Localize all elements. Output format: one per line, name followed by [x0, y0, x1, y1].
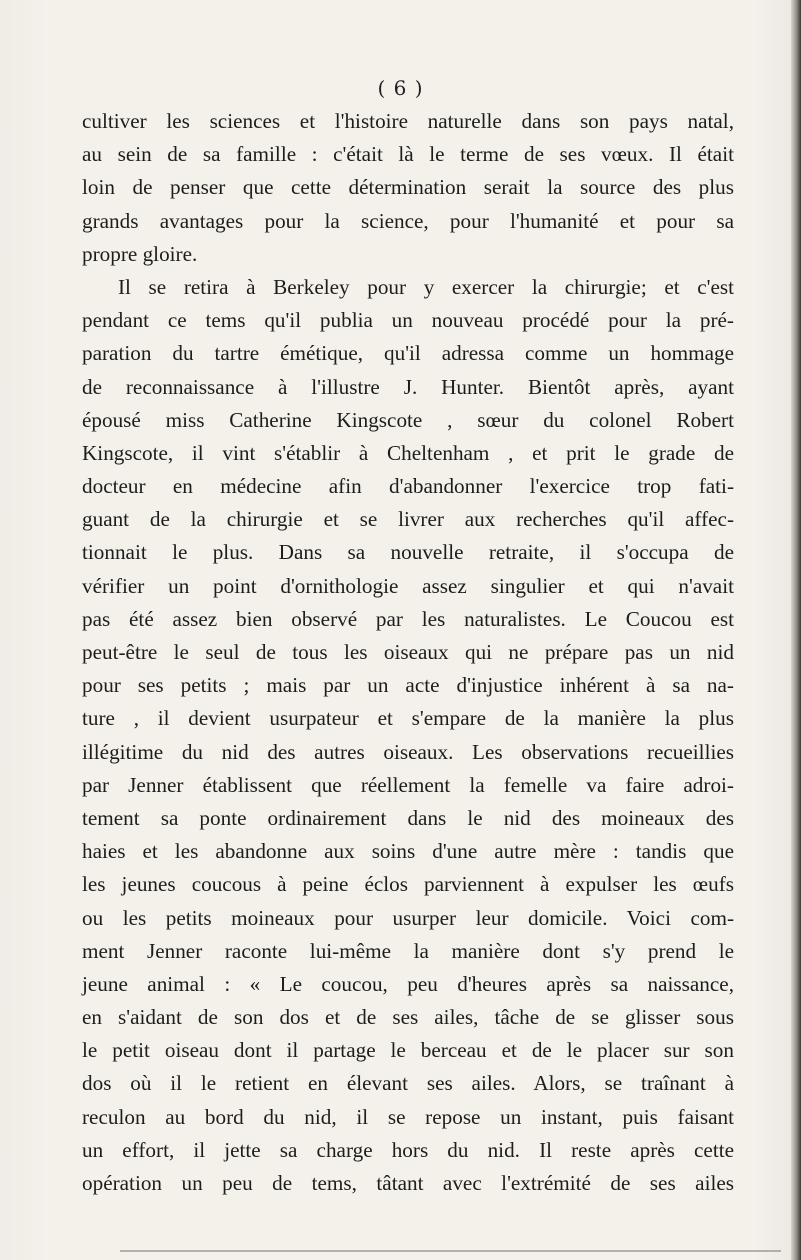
text-line: docteur en médecine afin d'abandonner l'exercice trop fati-: [82, 474, 734, 499]
text-line: Il se retira à Berkeley pour y exercer la chirurgie; et c'est: [118, 274, 734, 299]
text-line: loin de penser que cette détermination serait la source des plus: [82, 175, 734, 200]
text-line: le petit oiseau dont il partage le berceau et de le placer sur son: [82, 1038, 734, 1063]
text-line: épousé miss Catherine Kingscote , sœur du colonel Robert: [82, 407, 734, 432]
text-line: de reconnaissance à l'illustre J. Hunter. Bientôt après, ayant: [82, 374, 734, 399]
page-bottom-edge: [120, 1250, 781, 1252]
text-line: au sein de sa famille : c'était là le terme de ses vœux. Il était: [82, 142, 734, 167]
text-line: vérifier un point d'ornithologie assez singulier et qui n'avait: [82, 573, 734, 598]
text-line: peut-être le seul de tous les oiseaux qui ne prépare pas un nid: [82, 640, 734, 664]
text-line: pour ses petits ; mais par un acte d'injustice inhérent à sa na-: [82, 673, 734, 698]
text-line: opération un peu de tems, tâtant avec l'extrémité de ses ailes: [82, 1171, 734, 1195]
text-line: paration du tartre émétique, qu'il adressa comme un hommage: [82, 341, 734, 366]
text-line: grands avantages pour la science, pour l'humanité et pour sa: [82, 208, 734, 233]
text-line: ou les petits moineaux pour usurper leur domicile. Voici com-: [82, 905, 734, 930]
text-line: par Jenner établissent que réellement la femelle va faire adroi-: [82, 772, 734, 797]
text-line: tionnait le plus. Dans sa nouvelle retraite, il s'occupa de: [82, 540, 734, 565]
text-line: ment Jenner raconte lui-même la manière dont s'y prend le: [82, 938, 734, 963]
page-edge-shadow: [791, 0, 801, 1260]
text-line: haies et les abandonne aux soins d'une autre mère : tandis que: [82, 839, 734, 864]
page-number: ( 6 ): [377, 76, 424, 100]
text-line: cultiver les sciences et l'histoire naturelle dans son pays natal,: [82, 109, 734, 133]
text-line: tement sa ponte ordinairement dans le nid des moineaux des: [82, 805, 734, 830]
text-line: ture , il devient usurpateur et s'empare de la manière la plus: [82, 706, 734, 731]
text-line: pas été assez bien observé par les naturalistes. Le Coucou est: [82, 606, 734, 631]
text-line: reculon au bord du nid, il se repose un instant, puis faisant: [82, 1104, 734, 1129]
text-line: jeune animal : « Le coucou, peu d'heures après sa naissance,: [82, 971, 734, 996]
text-line: un effort, il jette sa charge hors du nid. Il reste après cette: [82, 1137, 734, 1162]
body-text: [82, 105, 734, 1200]
text-line: dos où il le retient en élevant ses ailes. Alors, se traînant à: [82, 1071, 734, 1096]
text-line: propre gloire.: [82, 241, 198, 266]
text-line: Kingscote, il vint s'établir à Cheltenham , et prit le grade de: [82, 440, 734, 465]
text-line: illégitime du nid des autres oiseaux. Les observations recueillies: [82, 739, 734, 764]
text-line: en s'aidant de son dos et de ses ailes, tâche de se glisser sous: [82, 1005, 734, 1030]
text-line: les jeunes coucous à peine éclos parviennent à expulser les œufs: [82, 872, 734, 897]
text-line: guant de la chirurgie et se livrer aux recherches qu'il affec-: [82, 507, 734, 532]
text-line: pendant ce tems qu'il publia un nouveau procédé pour la pré-: [82, 308, 734, 333]
